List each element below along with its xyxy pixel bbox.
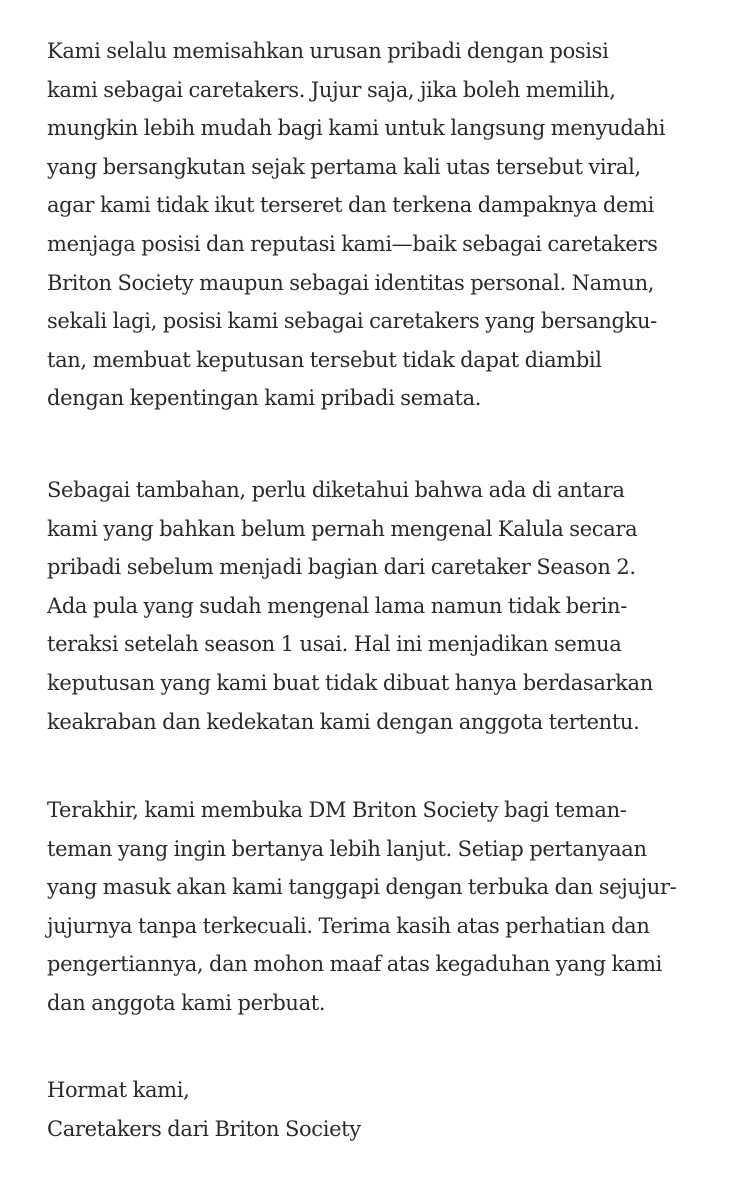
closing-salutation: Hormat kami, (47, 1078, 190, 1102)
paragraph-line: mungkin lebih mudah bagi kami untuk langsung menyudahi (47, 116, 666, 141)
paragraph-line: pengertiannya, dan mohon maaf atas kegaduhan yang kami (47, 952, 663, 977)
closing-signature: Caretakers dari Briton Society (47, 1116, 361, 1141)
paragraph-line: menjaga posisi dan reputasi kami—baik sebagai caretakers (47, 231, 658, 256)
paragraph-line: Ada pula yang sudah mengenal lama namun tidak berin- (47, 593, 627, 618)
paragraph-line: Sebagai tambahan, perlu diketahui bahwa ada di antara (47, 478, 625, 502)
paragraph-line: sekali lagi, posisi kami sebagai caretakers yang bersangku- (47, 309, 657, 334)
paragraph-line: Briton Society maupun sebagai identitas personal. Namun, (47, 270, 655, 295)
paragraph-1 (47, 32, 717, 418)
paragraph-line: jujurnya tanpa terkecuali. Terima kasih atas perhatian dan (47, 913, 650, 938)
paragraph-line: dengan kepentingan kami pribadi semata. (47, 386, 482, 411)
paragraph-line: dan anggota kami perbuat. (47, 990, 326, 1015)
paragraph-line: teraksi setelah season 1 usai. Hal ini menjadikan semua (47, 632, 622, 657)
paragraph-2 (47, 471, 717, 741)
paragraph-line: kami yang bahkan belum pernah mengenal Kalula secara (47, 516, 638, 541)
paragraph-line: kami sebagai caretakers. Jujur saja, jika boleh memilih, (47, 77, 616, 102)
paragraph-line: tan, membuat keputusan tersebut tidak dapat diambil (47, 347, 602, 372)
paragraph-line: yang masuk akan kami tanggapi dengan terbuka dan sejujur- (47, 875, 677, 900)
paragraph-line: yang bersangkutan sejak pertama kali utas tersebut viral, (47, 154, 641, 179)
paragraph-line: Terakhir, kami membuka DM Briton Society bagi teman- (47, 798, 627, 822)
paragraph-line: keputusan yang kami buat tidak dibuat hanya berdasarkan (47, 670, 653, 695)
paragraph-line: agar kami tidak ikut terseret dan terkena dampaknya demi (47, 193, 655, 218)
paragraph-line: teman yang ingin bertanya lebih lanjut. Setiap pertanyaan (47, 836, 647, 861)
paragraph-3 (47, 791, 717, 1023)
paragraph-line: keakraban dan kedekatan kami dengan anggota tertentu. (47, 709, 640, 734)
paragraph-line: Kami selalu memisahkan urusan pribadi dengan posisi (47, 39, 609, 63)
closing-block (47, 1071, 717, 1148)
paragraph-line: pribadi sebelum menjadi bagian dari caretaker Season 2. (47, 555, 636, 580)
